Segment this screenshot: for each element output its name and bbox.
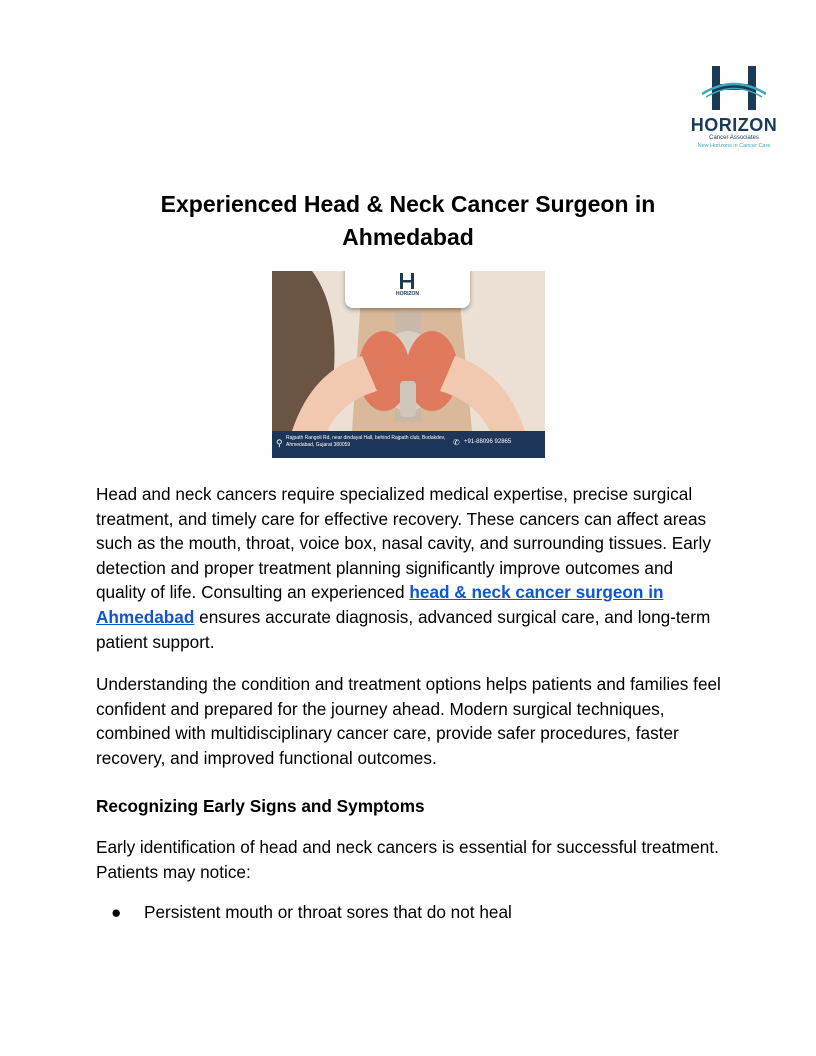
intro-text-end: ensures accurate diagnosis, advanced surgical care, and long-term patient support. xyxy=(96,606,711,652)
hero-phone: +91-88096 92865 xyxy=(464,439,512,445)
phone-icon: ✆ xyxy=(453,438,460,447)
horizon-h-icon xyxy=(702,64,766,114)
hero-contact-bar xyxy=(272,431,545,458)
logo-brand-text: HORIZON xyxy=(690,115,778,135)
hero-image xyxy=(272,271,545,458)
page-title: Experienced Head & Neck Cancer Surgeon in Ahmedabad xyxy=(160,191,656,250)
bullet-icon: ● xyxy=(111,902,122,922)
hero-logo-icon xyxy=(397,273,417,291)
logo-tagline: New Horizons in Cancer Care xyxy=(697,143,771,149)
location-pin-icon: ⚲ xyxy=(276,438,283,448)
list-item xyxy=(96,900,716,925)
hero-logo-card xyxy=(345,271,470,308)
hero-logo-text: HORIZON xyxy=(395,291,420,297)
understanding-paragraph: Understanding the condition and treatment options helps patients and families feel confident and prepared for the journey ahead. Modern surgical techniques, combined with multidisciplinary cancer care, provide safer procedures, faster recovery, and improved functional outcomes. xyxy=(96,674,721,768)
list-item-text: Persistent mouth or throat sores that do not heal xyxy=(144,902,512,922)
logo-subtitle: Cancer Associates xyxy=(709,135,759,141)
section-heading: Recognizing Early Signs and Symptoms xyxy=(96,796,425,816)
hero-address: Rajpath Rangoli Rd, near dindayal Hall, behind Rajpath club, Bodakdev, Ahmedabad, Gujarat 380059 xyxy=(286,435,446,448)
horizon-logo xyxy=(684,64,784,154)
intro-text-start: Head and neck cancers require specialized medical expertise, precise surgical treatment, and timely care for effective recovery. These cancers can affect areas such as the mouth, throat, voice box, nasal cavity, and surrounding tissues. Early detection and proper treatment planning significantly improve outcomes and quality of life. Consulting an experienced xyxy=(96,484,711,603)
symptom-list xyxy=(96,900,716,925)
surgeon-ahmedabad-link[interactable]: head & neck cancer surgeon in Ahmedabad xyxy=(96,582,664,627)
intro-paragraph xyxy=(96,482,724,654)
section-intro-paragraph: Early identification of head and neck cancers is essential for successful treatment. Patients may notice: xyxy=(96,837,719,882)
